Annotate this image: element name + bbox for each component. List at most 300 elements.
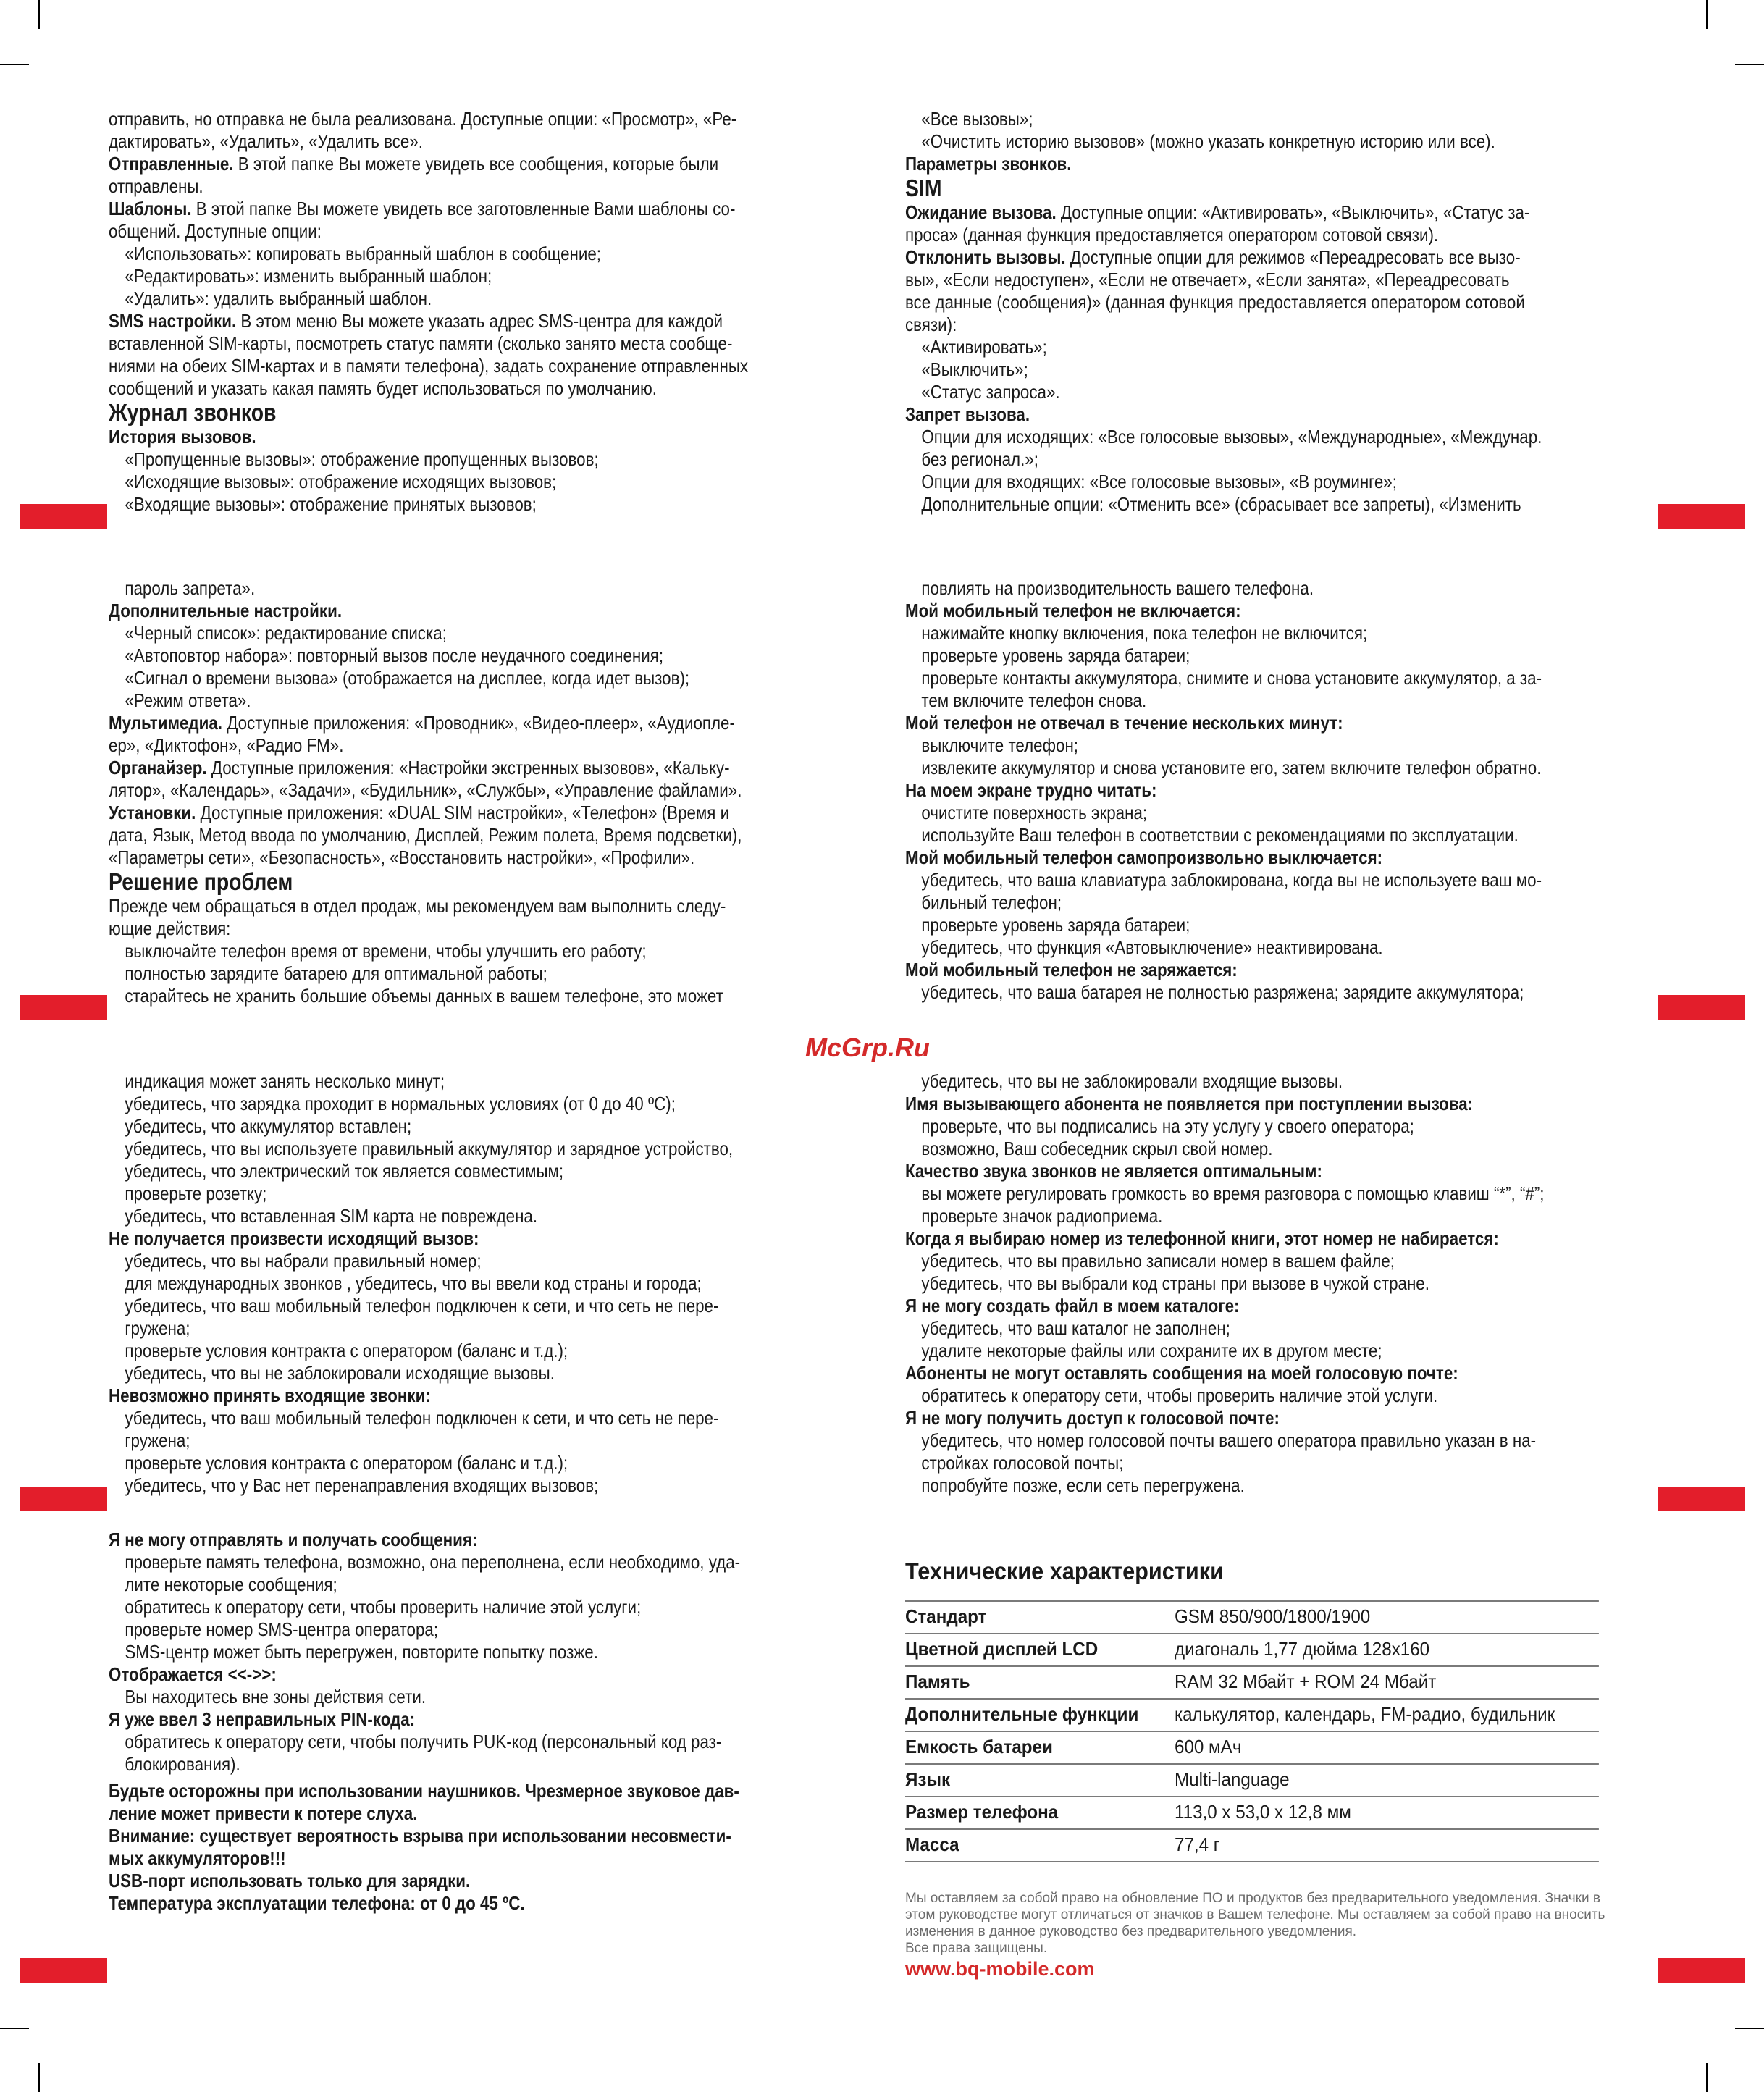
text-line xyxy=(109,1618,740,1641)
bold-label: Не получается произвести исходящий вызов: xyxy=(109,1227,479,1249)
text-line xyxy=(109,1272,733,1295)
fold-marker xyxy=(1658,1487,1745,1511)
bold-label: Я не могу создать файл в моем каталоге: xyxy=(905,1295,1240,1316)
line-text: убедитесь, что ваш мобильный телефон подключен к сети, и что сеть не пере- xyxy=(125,1407,719,1429)
panel-1-right-column xyxy=(905,108,1542,516)
line-text: полностью зарядите батарею для оптимальной работы; xyxy=(125,962,547,984)
spec-row xyxy=(905,1634,1599,1666)
text-line xyxy=(109,1362,733,1385)
crop-mark xyxy=(1706,0,1708,29)
crop-mark xyxy=(38,0,40,29)
text-line xyxy=(905,577,1542,600)
text-line xyxy=(905,1474,1545,1497)
line-text: проверьте номер SMS-центра оператора; xyxy=(125,1618,439,1640)
text-line xyxy=(109,802,742,824)
text-line xyxy=(109,153,748,175)
line-text: отправлены. xyxy=(109,175,203,197)
line-text: очистите поверхность экрана; xyxy=(921,802,1148,823)
line-text: «Удалить»: удалить выбранный шаблон. xyxy=(125,287,432,309)
spec-row xyxy=(905,1666,1599,1699)
line-text: Опции для входящих: «Все голосовые вызовы», «В роуминге»; xyxy=(921,471,1397,492)
text-line xyxy=(109,265,748,287)
disclaimer-line: Мы оставляем за собой право на обновление ПО и продуктов без предварительного уведомления. Значки в xyxy=(905,1891,1600,1906)
line-text: общений. Доступные опции: xyxy=(109,220,322,242)
line-text: «Пропущенные вызовы»: отображение пропущенных вызовов; xyxy=(125,448,599,470)
text-line xyxy=(109,220,748,243)
line-text: «Черный список»: редактирование списка; xyxy=(125,622,447,644)
line-text: убедитесь, что вы правильно записали номер в вашем файле; xyxy=(921,1250,1395,1272)
disclaimer-line: Все права защищены. xyxy=(905,1941,1048,1956)
subheading xyxy=(905,712,1542,734)
text-line xyxy=(109,471,748,493)
line-text: проверьте значок радиоприема. xyxy=(921,1205,1163,1227)
fold-marker xyxy=(1658,1958,1745,1983)
line-text: лятор», «Календарь», «Задачи», «Будильник», «Службы», «Управление файлами». xyxy=(109,779,742,801)
line-text: гружена; xyxy=(125,1429,190,1451)
text-line xyxy=(109,493,748,516)
crop-mark xyxy=(1735,2028,1764,2029)
text-line xyxy=(905,1317,1545,1340)
bold-label: Я не могу отправлять и получать сообщения: xyxy=(109,1529,478,1550)
text-line xyxy=(109,644,742,667)
website-link[interactable]: www.bq-mobile.com xyxy=(905,1958,1095,1980)
bold-label: Качество звука звонков не является оптимальным: xyxy=(905,1160,1322,1182)
line-text: связи): xyxy=(905,314,957,335)
line-text: «Входящие вызовы»: отображение принятых вызовов; xyxy=(125,493,537,515)
spec-key: Язык xyxy=(905,1764,1175,1797)
line-text: убедитесь, что номер голосовой почты вашего оператора правильно указан в на- xyxy=(921,1429,1537,1451)
line-text: проса» (данная функция предоставляется оператором сотовой связи). xyxy=(905,224,1439,245)
subheading xyxy=(109,1847,740,1870)
subheading xyxy=(905,403,1542,426)
bold-label: Я уже ввел 3 неправильных PIN-кода: xyxy=(109,1708,416,1730)
line-text: «Сигнал о времени вызова» (отображается на дисплее, когда идет вызов); xyxy=(125,667,690,689)
text-line xyxy=(905,981,1542,1004)
specs-section xyxy=(905,1558,1599,1862)
bold-label: Установки. xyxy=(109,802,196,823)
spec-key: Цветной дисплей LCD xyxy=(905,1634,1175,1666)
spec-value: калькулятор, календарь, FM-радио, будильник xyxy=(1175,1699,1599,1731)
text-line xyxy=(109,577,742,600)
line-text: проверьте условия контракта с оператором (баланс и т.д.); xyxy=(125,1452,568,1474)
text-line xyxy=(109,1474,733,1497)
watermark: McGrp.Ru xyxy=(805,1033,931,1062)
line-text: Доступные приложения: «Настройки экстренных вызовов», «Кальку- xyxy=(206,757,730,778)
line-text: используйте Ваш телефон в соответствии с рекомендациями по эксплуатации. xyxy=(921,824,1519,846)
line-text: ниями на обеих SIM-картах и в памяти телефона), задать сохранение отправленных xyxy=(109,355,749,377)
line-text: «Автоповтор набора»: повторный вызов после неудачного соединения; xyxy=(125,644,664,666)
text-line xyxy=(109,332,748,355)
text-line xyxy=(905,1429,1545,1452)
subheading xyxy=(109,1227,733,1250)
text-line xyxy=(905,1272,1545,1295)
panel-4-left-column xyxy=(109,1529,740,1915)
line-text: убедитесь, что вы набрали правильный номер; xyxy=(125,1250,482,1272)
line-text: убедитесь, что вы выбрали код страны при вызове в чужой стране. xyxy=(921,1272,1429,1294)
text-line xyxy=(109,1551,740,1574)
line-text: дата, Язык, Метод ввода по умолчанию, Дисплей, Режим полета, Время подсветки), xyxy=(109,824,742,846)
line-text: убедитесь, что зарядка проходит в нормальных условиях (от 0 до 40 ºC); xyxy=(125,1093,676,1114)
subheading xyxy=(109,1802,740,1825)
subheading xyxy=(109,1708,740,1731)
line-text: «Статус запроса». xyxy=(921,381,1060,403)
line-text: В этой папке Вы можете увидеть все заготовленные Вами шаблоны со- xyxy=(191,198,736,219)
disclaimer-block xyxy=(905,1890,1605,1980)
line-text: убедитесь, что ваш мобильный телефон подключен к сети, и что сеть не пере- xyxy=(125,1295,719,1316)
line-text: убедитесь, что вы используете правильный аккумулятор и зарядное устройство, xyxy=(125,1138,734,1159)
text-line xyxy=(109,1596,740,1618)
text-line xyxy=(905,802,1542,824)
subheading xyxy=(905,1093,1545,1115)
bold-label: Дополнительные настройки. xyxy=(109,600,343,621)
line-text: убедитесь, что аккумулятор вставлен; xyxy=(125,1115,412,1137)
bold-label: Мой мобильный телефон не заряжается: xyxy=(905,959,1238,980)
panel-1-left-column xyxy=(109,108,748,516)
subheading xyxy=(109,1780,740,1802)
fold-marker xyxy=(20,995,107,1020)
subheading xyxy=(109,1529,740,1551)
text-line xyxy=(109,287,748,310)
text-line xyxy=(905,869,1542,891)
text-line xyxy=(905,471,1542,493)
bold-label: Когда я выбираю номер из телефонной книги, этот номер не набирается: xyxy=(905,1227,1499,1249)
line-text: обратитесь к оператору сети, чтобы проверить наличие этой услуги; xyxy=(125,1596,642,1618)
spec-value: 600 мАч xyxy=(1175,1731,1599,1764)
text-line xyxy=(905,224,1542,246)
line-text: убедитесь, что вы не заблокировали входящие вызовы. xyxy=(921,1070,1343,1092)
bold-label: Отклонить вызовы. xyxy=(905,246,1066,268)
bold-label: ление может привести к потере слуха. xyxy=(109,1802,418,1824)
spec-key: Масса xyxy=(905,1829,1175,1862)
bold-label: Имя вызывающего абонента не появляется при поступлении вызова: xyxy=(905,1093,1474,1114)
line-text: проверьте память телефона, возможно, она переполнена, если необходимо, уда- xyxy=(125,1551,741,1573)
text-line xyxy=(109,310,748,332)
line-text: обратитесь к оператору сети, чтобы проверить наличие этой услуги. xyxy=(921,1385,1438,1406)
line-text: «Исходящие вызовы»: отображение исходящих вызовов; xyxy=(125,471,557,492)
line-text: без регионал.»; xyxy=(921,448,1038,470)
text-line xyxy=(905,824,1542,847)
line-text: проверьте контакты аккумулятора, снимите и снова установите аккумулятор, а за- xyxy=(921,667,1542,689)
bold-label: USB-порт использовать только для зарядки. xyxy=(109,1870,471,1891)
text-line xyxy=(109,712,742,734)
fold-marker xyxy=(1658,504,1745,529)
line-text: для международных звонков , убедитесь, что вы ввели код страны и города; xyxy=(125,1272,702,1294)
text-line xyxy=(905,291,1542,314)
text-line xyxy=(109,355,748,377)
spec-key: Размер телефона xyxy=(905,1797,1175,1829)
text-line xyxy=(109,1452,733,1474)
text-line xyxy=(109,757,742,779)
text-line xyxy=(109,130,748,153)
text-line xyxy=(905,1250,1545,1272)
subheading xyxy=(109,1892,740,1915)
text-line xyxy=(109,1205,733,1227)
text-line xyxy=(905,1452,1545,1474)
line-text: тем включите телефон снова. xyxy=(921,689,1147,711)
text-line xyxy=(109,1753,740,1776)
bold-label: SMS настройки. xyxy=(109,310,237,332)
text-line xyxy=(109,917,742,940)
text-line xyxy=(109,1115,733,1138)
spec-value: Multi-language xyxy=(1175,1764,1599,1797)
line-text: нажимайте кнопку включения, пока телефон не включится; xyxy=(921,622,1368,644)
line-text: пароль запрета». xyxy=(125,577,256,599)
line-text: убедитесь, что ваша батарея не полностью разряжена; зарядите аккумулятора; xyxy=(921,981,1524,1003)
line-text: гружена; xyxy=(125,1317,190,1339)
line-text: удалите некоторые файлы или сохраните их в другом месте; xyxy=(921,1340,1382,1361)
text-line xyxy=(905,734,1542,757)
bold-label: Ожидание вызова. xyxy=(905,201,1057,223)
line-text: SMS-центр может быть перегружен, повторите попытку позже. xyxy=(125,1641,598,1663)
bold-label: Запрет вызова. xyxy=(905,403,1030,425)
text-line xyxy=(109,622,742,644)
bold-label: Мультимедиа. xyxy=(109,712,223,734)
line-text: стройках голосовой почты; xyxy=(921,1452,1124,1474)
line-text: вы», «Если недоступен», «Если не отвечает», «Если занята», «Переадресовать xyxy=(905,269,1510,290)
line-text: проверьте уровень заряда батареи; xyxy=(921,914,1190,936)
text-line xyxy=(109,1182,733,1205)
subheading xyxy=(905,779,1542,802)
line-text: Доступные приложения: «DUAL SIM настройки», «Телефон» (Время и xyxy=(196,802,730,823)
fold-marker xyxy=(20,504,107,529)
subheading xyxy=(905,1407,1545,1429)
line-text: отправить, но отправка не была реализована. Доступные опции: «Просмотр», «Ре- xyxy=(109,108,737,130)
text-line xyxy=(905,381,1542,403)
line-text: Доступные приложения: «Проводник», «Видео-плеер», «Аудиопле- xyxy=(222,712,735,734)
bold-label: Шаблоны. xyxy=(109,198,192,219)
line-text: обратитесь к оператору сети, чтобы получить PUK-код (персональный код раз- xyxy=(125,1731,722,1752)
text-line xyxy=(905,757,1542,779)
text-line xyxy=(109,779,742,802)
bold-label: Температура эксплуатации телефона: от 0 до 45 ºC. xyxy=(109,1892,525,1914)
line-text: «Режим ответа». xyxy=(125,689,251,711)
spec-value: диагональ 1,77 дюйма 128х160 xyxy=(1175,1634,1599,1666)
line-text: Прежде чем обращаться в отдел продаж, мы рекомендуем вам выполнить следу- xyxy=(109,895,726,917)
subheading xyxy=(905,1227,1545,1250)
spec-key: Емкость батареи xyxy=(905,1731,1175,1764)
text-line xyxy=(109,940,742,962)
line-text: ер», «Диктофон», «Радио FM». xyxy=(109,734,344,756)
line-text: проверьте условия контракта с оператором (баланс и т.д.); xyxy=(125,1340,568,1361)
panel-3-left-column xyxy=(109,1070,733,1497)
bold-label: Внимание: существует вероятность взрыва при использовании несовмести- xyxy=(109,1825,731,1847)
line-text: блокирования). xyxy=(125,1753,240,1775)
spec-row xyxy=(905,1699,1599,1731)
crop-mark xyxy=(1706,2063,1708,2092)
text-line xyxy=(109,1731,740,1753)
text-line xyxy=(905,358,1542,381)
line-text: повлиять на производительность вашего телефона. xyxy=(921,577,1314,599)
text-line xyxy=(109,1160,733,1182)
line-text: старайтесь не хранить большие объемы данных в вашем телефоне, это может xyxy=(125,985,723,1007)
spec-row xyxy=(905,1764,1599,1797)
disclaimer-line: изменения в данное руководство без предварительного уведомления. xyxy=(905,1924,1357,1939)
subheading xyxy=(905,1160,1545,1182)
bold-label: мых аккумуляторов!!! xyxy=(109,1847,286,1869)
line-text: убедитесь, что вставленная SIM карта не повреждена. xyxy=(125,1205,538,1227)
fold-marker xyxy=(20,1487,107,1511)
bold-label: Будьте осторожны при использовании наушников. Чрезмерное звуковое дав- xyxy=(109,1780,739,1802)
text-line xyxy=(905,891,1542,914)
text-line xyxy=(905,201,1542,224)
text-line xyxy=(109,1250,733,1272)
section-heading: Решение проблем xyxy=(109,868,293,895)
bold-label: Абоненты не могут оставлять сообщения на моей голосовую почте: xyxy=(905,1362,1458,1384)
spec-row xyxy=(905,1601,1599,1634)
line-text: «Параметры сети», «Безопасность», «Восстановить настройки», «Профили». xyxy=(109,847,695,868)
spec-row xyxy=(905,1829,1599,1862)
line-text: лите некоторые сообщения; xyxy=(125,1574,337,1595)
text-line xyxy=(109,1641,740,1663)
line-text: извлеките аккумулятор и снова установите его, затем включите телефон обратно. xyxy=(921,757,1542,778)
text-line xyxy=(905,644,1542,667)
text-line xyxy=(905,1138,1545,1160)
fold-marker xyxy=(20,1958,107,1983)
line-text: проверьте уровень заряда батареи; xyxy=(921,644,1190,666)
spec-key: Дополнительные функции xyxy=(905,1699,1175,1731)
line-text: возможно, Ваш собеседник скрыл свой номер. xyxy=(921,1138,1273,1159)
spec-value: GSM 850/900/1800/1900 xyxy=(1175,1601,1599,1634)
text-line xyxy=(905,936,1542,959)
crop-mark xyxy=(38,2063,40,2092)
line-text: убедитесь, что ваш каталог не заполнен; xyxy=(921,1317,1230,1339)
line-text: Опции для исходящих: «Все голосовые вызовы», «Международные», «Междунар. xyxy=(921,426,1542,448)
crop-mark xyxy=(1735,64,1764,65)
subheading xyxy=(905,1295,1545,1317)
text-line xyxy=(905,448,1542,471)
spec-key: Память xyxy=(905,1666,1175,1699)
text-line xyxy=(905,493,1542,516)
text-line xyxy=(905,1182,1545,1205)
bold-label: Отображается <<->>: xyxy=(109,1663,277,1685)
text-line xyxy=(109,985,742,1007)
line-text: убедитесь, что вы не заблокировали исходящие вызовы. xyxy=(125,1362,555,1384)
text-line xyxy=(109,824,742,847)
bold-label: Невозможно принять входящие звонки: xyxy=(109,1385,431,1406)
text-line xyxy=(905,314,1542,336)
line-text: все данные (сообщения)» (данная функция предоставляется оператором сотовой xyxy=(905,291,1525,313)
line-text: «Активировать»; xyxy=(921,336,1047,358)
text-line xyxy=(109,1295,733,1317)
fold-marker xyxy=(1658,995,1745,1020)
spec-value: 113,0 х 53,0 х 12,8 мм xyxy=(1175,1797,1599,1829)
line-text: убедитесь, что функция «Автовыключение» неактивирована. xyxy=(921,936,1383,958)
panel-2-right-column xyxy=(905,577,1542,1004)
bold-label: Я не могу получить доступ к голосовой почте: xyxy=(905,1407,1280,1429)
subheading xyxy=(905,959,1542,981)
line-text: выключайте телефон время от времени, чтобы улучшить его работу; xyxy=(125,940,647,962)
line-text: индикация может занять несколько минут; xyxy=(125,1070,445,1092)
text-line xyxy=(109,734,742,757)
bold-label: Мой мобильный телефон самопроизвольно выключается: xyxy=(905,847,1383,868)
specs-table xyxy=(905,1600,1599,1862)
panel-2-left-column xyxy=(109,577,742,1007)
subheading xyxy=(109,1663,740,1686)
line-text: вставленной SIM-карты, посмотреть статус памяти (сколько занято места сообще- xyxy=(109,332,733,354)
specs-title: Технические характеристики xyxy=(905,1558,1224,1584)
line-text: «Очистить историю вызовов» (можно указать конкретную историю или все). xyxy=(921,130,1495,152)
text-line xyxy=(109,1340,733,1362)
text-line xyxy=(109,1070,733,1093)
text-line xyxy=(109,448,748,471)
text-line xyxy=(905,130,1542,153)
text-line xyxy=(905,689,1542,712)
line-text: В этой папке Вы можете увидеть все сообщения, которые были xyxy=(233,153,719,175)
line-text: проверьте, что вы подписались на эту услугу у своего оператора; xyxy=(921,1115,1414,1137)
line-text: «Редактировать»: изменить выбранный шаблон; xyxy=(125,265,492,287)
disclaimer-line: этом руководстве могут отличаться от значков в Вашем телефоне. Мы оставляем за собой право на вносить xyxy=(905,1907,1605,1923)
subheading xyxy=(905,847,1542,869)
bold-label: Мой телефон не отвечал в течение нескольких минут: xyxy=(905,712,1343,734)
section-heading: SIM xyxy=(905,175,942,201)
line-text: бильный телефон; xyxy=(921,891,1062,913)
line-text: дактировать», «Удалить», «Удалить все». xyxy=(109,130,424,152)
line-text: убедитесь, что электрический ток является совместимым; xyxy=(125,1160,564,1182)
line-text: убедитесь, что ваша клавиатура заблокирована, когда вы не используете ваш мо- xyxy=(921,869,1542,891)
line-text: Доступные опции: «Активировать», «Выключить», «Статус за- xyxy=(1056,201,1530,223)
text-line xyxy=(905,622,1542,644)
text-line xyxy=(109,1686,740,1708)
text-line xyxy=(905,1205,1545,1227)
line-text: Вы находитесь вне зоны действия сети. xyxy=(125,1686,427,1707)
subheading xyxy=(905,153,1542,175)
bold-label: Органайзер. xyxy=(109,757,207,778)
text-line xyxy=(109,1317,733,1340)
subheading xyxy=(109,426,748,448)
panel-3-right-column xyxy=(905,1070,1545,1497)
text-line xyxy=(905,269,1542,291)
subheading xyxy=(109,1385,733,1407)
spec-key: Стандарт xyxy=(905,1601,1175,1634)
text-line xyxy=(109,1574,740,1596)
line-text: Дополнительные опции: «Отменить все» (сбрасывает все запреты), «Изменить xyxy=(921,493,1521,515)
text-line xyxy=(905,108,1542,130)
text-line xyxy=(109,667,742,689)
text-line xyxy=(905,667,1542,689)
bold-label: История вызовов. xyxy=(109,426,256,448)
text-line xyxy=(905,426,1542,448)
text-line xyxy=(109,689,742,712)
line-text: «Использовать»: копировать выбранный шаблон в сообщение; xyxy=(125,243,602,264)
spec-value: RAM 32 Мбайт + ROM 24 Мбайт xyxy=(1175,1666,1599,1699)
text-line xyxy=(109,1093,733,1115)
spec-row xyxy=(905,1731,1599,1764)
line-text: «Выключить»; xyxy=(921,358,1028,380)
line-text: выключите телефон; xyxy=(921,734,1079,756)
text-line xyxy=(905,336,1542,358)
text-line xyxy=(905,246,1542,269)
text-line xyxy=(905,1070,1545,1093)
text-line xyxy=(109,962,742,985)
spec-row xyxy=(905,1797,1599,1829)
crop-mark xyxy=(0,2028,29,2029)
text-line xyxy=(109,175,748,198)
bold-label: Параметры звонков. xyxy=(905,153,1072,175)
line-text: В этом меню Вы можете указать адрес SMS-центра для каждой xyxy=(236,310,723,332)
text-line xyxy=(905,1340,1545,1362)
text-line xyxy=(109,243,748,265)
bold-label: На моем экране трудно читать: xyxy=(905,779,1157,801)
bold-label: Мой мобильный телефон не включается: xyxy=(905,600,1241,621)
line-text: сообщений и указать какая память будет использоваться по умолчанию. xyxy=(109,377,657,399)
line-text: попробуйте позже, если сеть перегружена. xyxy=(921,1474,1245,1496)
subheading xyxy=(109,600,742,622)
text-line xyxy=(109,377,748,400)
line-text: ющие действия: xyxy=(109,917,231,939)
text-line xyxy=(109,1429,733,1452)
disclaimer-text xyxy=(905,1890,1605,1957)
line-text: вы можете регулировать громкость во время разговора с помощью клавиш “*”, “#”; xyxy=(921,1182,1545,1204)
